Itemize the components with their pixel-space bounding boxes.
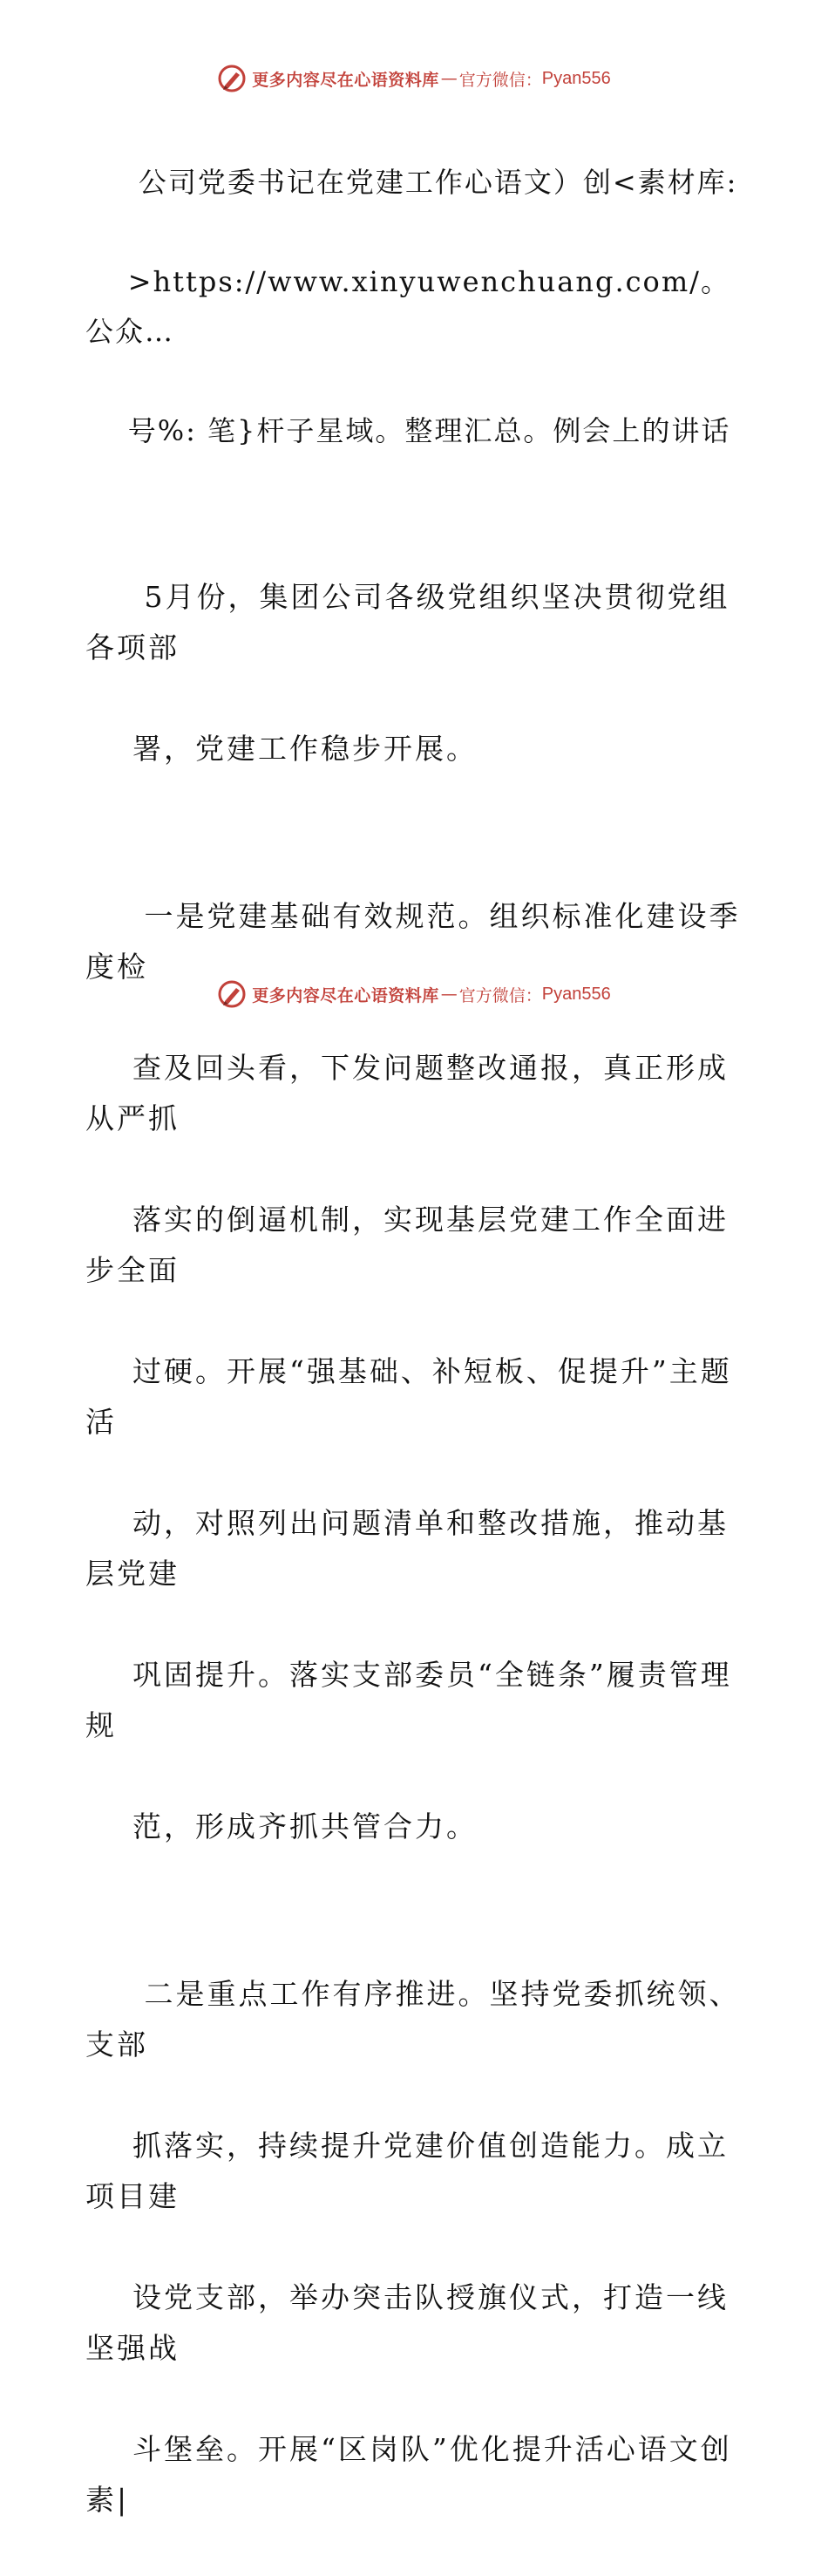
banner-wechat-label: 官方微信：: [458, 70, 542, 90]
text-line: 动，对照列出问题清单和整改措施，推动基层党建: [85, 1506, 729, 1591]
title-line: >https://www.xinyuwenchuang.com/。公众…: [85, 265, 730, 348]
pen-logo-icon: [217, 64, 247, 93]
banner-brand-text: 更多内容尽在心语资料库: [252, 985, 439, 1005]
text-line: 落实的倒逼机制，实现基层党建工作全面进步全面: [85, 1203, 729, 1287]
banner-wechat-label: 官方微信：: [458, 985, 542, 1005]
title-line: 公司党委书记在党建工作心语文）创<素材库:: [127, 166, 738, 199]
text-line: 过硬。开展“强基础、补短板、促提升”主题活: [85, 1354, 732, 1439]
text-line: 二是重点工作有序推进。坚持党委抓统领、支部: [85, 1977, 741, 2061]
text-line: 一是党建基础有效规范。组织标准化建设季度检: [85, 899, 741, 984]
banner-separator: —: [440, 985, 458, 1004]
footer-watermark-banner: [0, 977, 828, 1012]
document-body: [85, 108, 748, 2576]
title-line: 号%: 笔}杆子星域。整理汇总。例会上的讲话: [127, 414, 731, 447]
banner-brand-text: 更多内容尽在心语资料库: [252, 70, 439, 90]
header-watermark-banner: [0, 61, 828, 96]
text-line: 范，形成齐抓共管合力。: [132, 1809, 478, 1843]
text-line: 抓落实，持续提升党建价值创造能力。成立项目建: [85, 2129, 729, 2213]
banner-wechat-id: Pyan556: [541, 984, 611, 1004]
paragraph-point-two: [85, 1918, 748, 2576]
banner-separator: —: [440, 69, 458, 88]
document-title: [85, 108, 748, 506]
text-line: 署，党建工作稳步开展。: [132, 732, 478, 766]
text-line: 5月份，集团公司各级党组织坚决贯彻党组各项部: [85, 580, 730, 664]
pen-logo-icon: [217, 979, 247, 1009]
paragraph-intro: [85, 521, 748, 825]
text-line: 巩固提升。落实支部委员“全链条”履责管理规: [85, 1658, 732, 1742]
banner-wechat-id: Pyan556: [541, 68, 611, 88]
text-line: 设党支部，举办突击队授旗仪式，打造一线坚强战: [85, 2280, 729, 2365]
text-line: 斗堡垒。开展“区岗队”优化提升活心语文创素|: [85, 2432, 732, 2517]
text-line: 查及回头看，下发问题整改通报，真正形成从严抓: [85, 1051, 729, 1135]
